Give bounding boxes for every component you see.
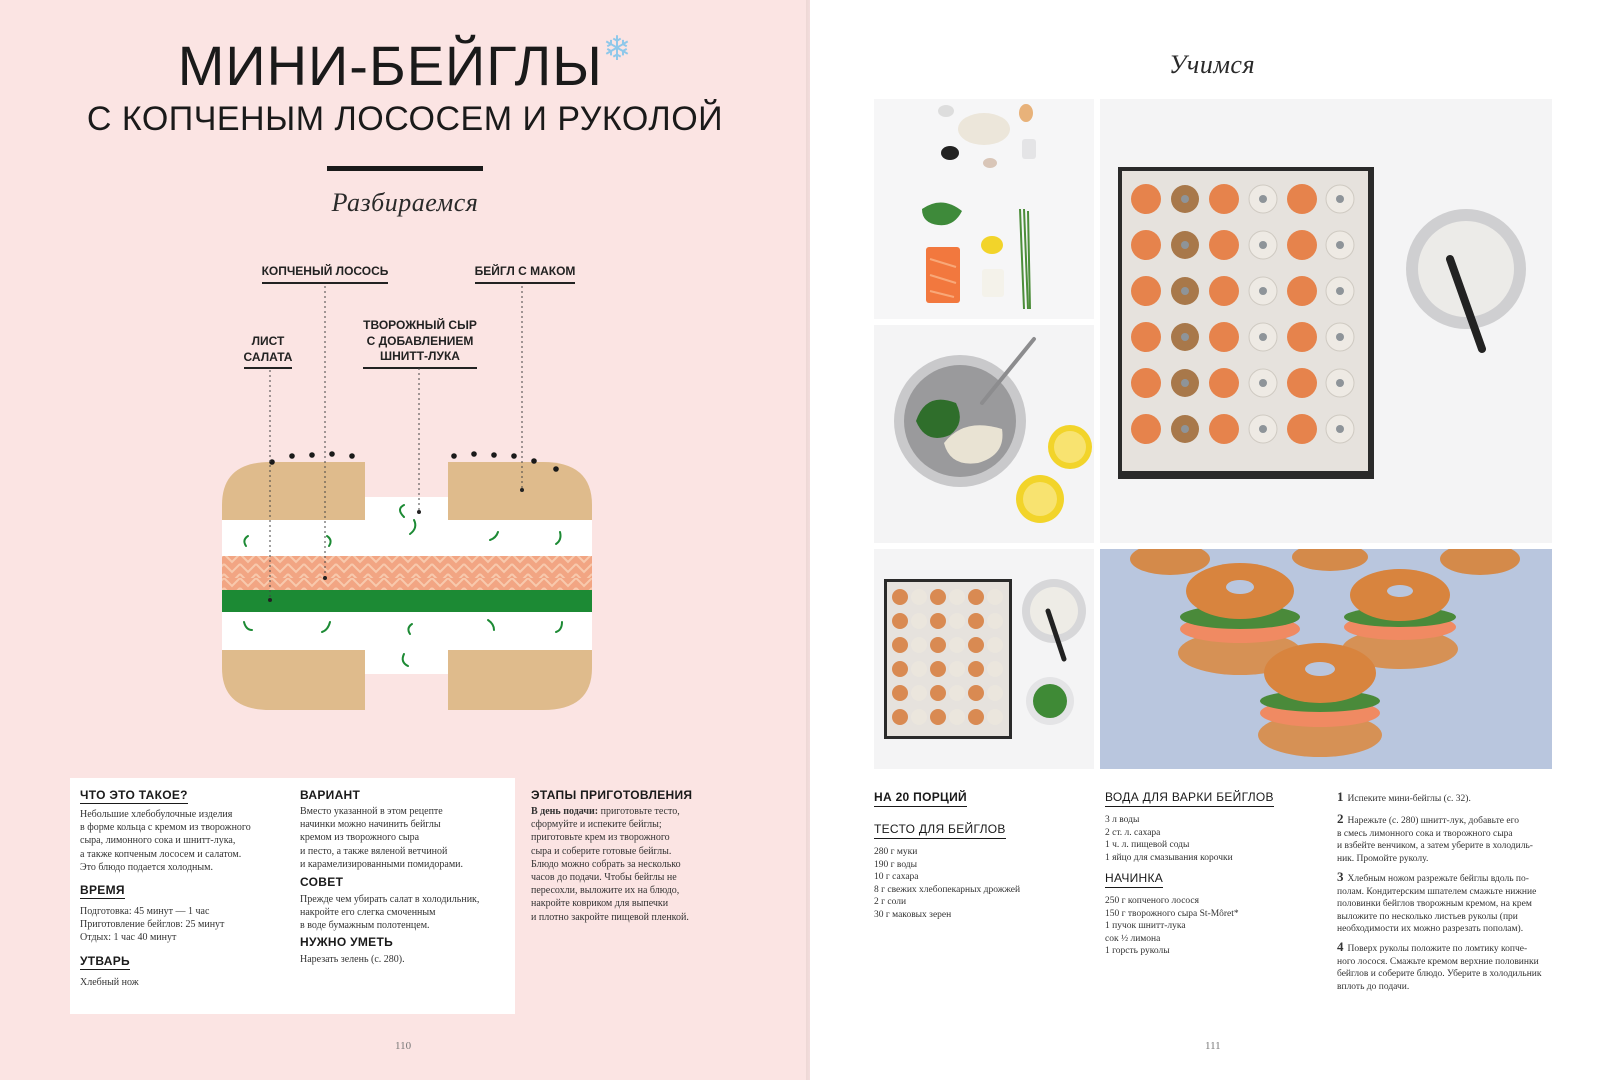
heading-what-is-it: ЧТО ЭТО ТАКОЕ? [80,788,188,802]
snowflake-icon: ❄ [602,30,633,68]
cream-top-center [365,497,448,523]
bagel-bottom-right [448,650,592,710]
step-3: 3 Хлебным ножом разрежьте бейглы вдоль по- полам. Кондитерским шпателем смажьте нижние половинки бейглов творожным кремом, на крем выложите по несколько листьев руколы (при необходимости их можно разрезать пополам). [1337,869,1537,935]
cream-bottom-center [365,650,448,674]
step-2: 2 Нарежьте (с. 280) шнитт-лук, добавьте его в смесь лимонного сока и творожного сыра и взбейте венчиком, а затем уберите в холодиль- ник. Промойте руколу. [1337,811,1533,864]
step-4: 4 Поверх руколы положите по ломтику копче- ного лосося. Смажьте кремом верхние половинки бейглов и соберите блюдо. Уберите в холодильник вплоть до подачи. [1337,939,1542,992]
finished-bagel-front [1258,643,1382,757]
section-heading-learn: Учимся [1168,50,1256,79]
heading-time: ВРЕМЯ [80,883,125,897]
recipe-subtitle: С КОПЧЕНЫМ ЛОСОСЕМ И РУКОЛОЙ [86,100,724,138]
photo-cream-bowl [874,325,1094,543]
bagel-bottom-left [222,650,365,710]
photo-ingredients [874,99,1094,319]
step-1: 1 Испеките мини-бейглы (с. 32). [1337,789,1471,804]
heading-tools: УТВАРЬ [80,954,130,968]
right-page [810,0,1614,1080]
photo-assembly [874,549,1094,769]
text-filling: 250 г копченого лосося 150 г творожного сыра St-Môret* 1 пучок шнитт-лука сок ½ лимона 1 горсть руколы [1105,896,1239,957]
stages-body: приготовьте тесто, сформуйте и испеките бейглы; приготовьте крем из творожного сыра и соберите готовые бейглы. Блюдо можно собрать за несколько часов до подачи. Чтобы бейглы не пересохли, выложите их на блюдо, накройте ковриком для выпечки и плотно закройте пищевой пленкой. [531,806,689,923]
text-stages [531,805,731,924]
bagel-top-left [222,462,365,520]
lettuce-layer [222,590,592,612]
salmon-layer [222,556,592,590]
text-boiling-water: 3 л воды 2 ст. л. сахара 1 ч. л. пищевой соды 1 яйцо для смазывания корочки [1105,815,1233,863]
stages-day-label: В день подачи: [531,806,599,817]
heading-stages: ЭТАПЫ ПРИГОТОВЛЕНИЯ [531,788,693,802]
heading-filling: НАЧИНКА [1105,871,1163,888]
photo-finished-bagels [1100,549,1552,769]
bagel-diagram [0,0,810,760]
page-number-left: 110 [395,1040,412,1052]
label-poppy-bagel: БЕЙГЛ С МАКОМ [465,264,585,284]
page-number-right: 111 [1205,1040,1221,1052]
text-what-is-it: Небольшие хлебобулочные изделия в форме кольца с кремом из творожного сыра, лимонного сока и шнитт-лука, а также копченым лососем и салатом. Это блюдо подается холодным. [80,809,251,873]
heading-tip: СОВЕТ [300,875,344,889]
label-smoked-salmon: КОПЧЕНЫЙ ЛОСОСЬ [250,264,400,284]
photo-baking-tray [1100,99,1552,543]
label-cream-cheese: ТВОРОЖНЫЙ СЫР С ДОБАВЛЕНИЕМ ШНИТТ-ЛУКА [350,318,490,369]
text-dough: 280 г муки 190 г воды 10 г сахара 8 г свежих хлебопекарных дрожжей 2 г соли 30 г маковых зерен [874,847,1021,920]
section-heading-analyze: Разбираемся [331,188,479,217]
text-time: Подготовка: 45 минут — 1 час Приготовление бейглов: 25 минут Отдых: 1 час 40 минут [80,906,225,944]
text-variant: Вместо указанной в этом рецепте начинки можно начинить бейглы кремом из творожного сыра и песто, а также вяленой ветчиной и карамелизированными помидорами. [300,806,464,870]
heading-dough: ТЕСТО ДЛЯ БЕЙГЛОВ [874,822,1006,839]
text-tools: Хлебный нож [80,977,139,988]
heading-skill: НУЖНО УМЕТЬ [300,935,394,949]
bagel-top-right [448,462,592,520]
text-tip: Прежде чем убирать салат в холодильник, накройте его слегка смоченным в воде бумажным полотенцем. [300,894,480,932]
label-lettuce: ЛИСТ САЛАТА [228,334,308,369]
heading-portions: НА 20 ПОРЦИЙ [874,790,967,807]
heading-variant: ВАРИАНТ [300,788,361,802]
recipe-title-text: МИНИ-БЕЙГЛЫ [177,34,603,97]
cream-bottom [222,612,592,650]
cream-top [222,520,592,556]
heading-boiling-water: ВОДА ДЛЯ ВАРКИ БЕЙГЛОВ [1105,790,1274,807]
text-skill: Нарезать зелень (с. 280). [300,954,405,965]
